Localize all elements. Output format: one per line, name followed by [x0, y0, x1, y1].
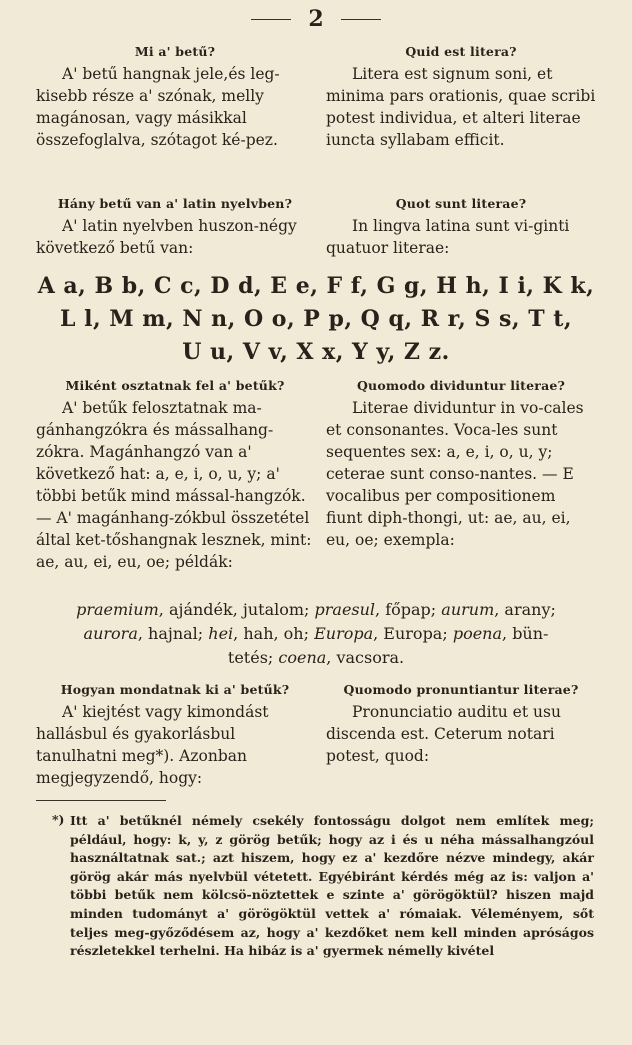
hungarian-column-3 [36, 378, 314, 573]
example-word: coena [278, 648, 327, 667]
question-hu-1: Mi a' betű? [134, 44, 216, 59]
examples-line-2: aurora, hajnal; hei, hah, oh; Europa, Europa; poena, bün- [83, 624, 549, 643]
footnote-mark: *) [52, 812, 65, 827]
latin-column-3 [326, 378, 596, 551]
answer-la-2: In lingva latina sunt vi-ginti quatuor literae: [326, 217, 570, 257]
example-word: aurora [83, 624, 138, 643]
answer-la-1: Litera est signum soni, et minima pars orationis, quae scribi potest individua, et alteri literae iuncta syllabam efficit. [326, 65, 596, 149]
footnote-text: Itt a' betűknél némely csekély fontosságu dolgot nem említek meg; például, hogy: k, y, z görög betűk; hogy az i és u néha mássalhangzóul használtatnak sat.; azt hiszem, hogy ez a' kezdőre nézve mindegy, akár görög akár más nyelvbül vétetett. Egyébiránt kérdés még az is: valjon a' többi betűk nem kölcsö-nöztettek e szinte a' görögöktül? hiszen majd minden tudományt a' görögöktül vettek a' rómaiak. Véleményem, sőt teljes meg-győződésem az, hogy a' kezdőket nem kell minden apróságos részletekkel terhelni. Ha hibáz is a' gyermek némelly kivétel [70, 813, 594, 959]
question-la-4: Quomodo pronuntiantur literae? [343, 682, 579, 697]
hungarian-column-1 [36, 44, 314, 151]
page-header [0, 6, 632, 32]
footnote-rule [36, 800, 166, 801]
alphabet-line-2: L l, M m, N n, O o, P p, Q q, R r, S s, T t, [59, 306, 573, 332]
question-hu-2: Hány betű van a' latin nyelvben? [57, 196, 293, 211]
latin-column-1 [326, 44, 596, 151]
hungarian-column-2 [36, 196, 314, 259]
examples-line-1: praemium, ajándék, jutalom; praesul, főpap; aurum, arany; [76, 600, 556, 619]
question-la-3: Quomodo dividuntur literae? [356, 378, 566, 393]
question-la-1: Quid est litera? [405, 44, 517, 59]
header-rule-right [341, 19, 381, 20]
hungarian-column-4 [36, 682, 314, 789]
header-rule-left [251, 19, 291, 20]
latin-column-2 [326, 196, 596, 259]
page-number: 2 [308, 6, 324, 32]
question-hu-3: Miként osztatnak fel a' betűk? [65, 378, 285, 393]
latin-column-4 [326, 682, 596, 767]
example-word: praesul [314, 600, 376, 619]
diphthong-examples [36, 598, 596, 670]
examples-line-3: tetés; coena, vacsora. [227, 648, 405, 667]
example-word: aurum [441, 600, 495, 619]
example-word: hei [208, 624, 234, 643]
answer-hu-2: A' latin nyelvben huszon-négy következő betű van: [36, 217, 297, 257]
question-la-2: Quot sunt literae? [395, 196, 527, 211]
answer-hu-3: A' betűk felosztatnak ma-gánhangzókra és mássalhang-zókra. Magánhangzó van a' következő hat: a, e, i, o, u, y; a' többi betűk mind mással-hangzók. — A' magánhang-zókbul összetétel által ket-tőshangnak lesznek, mint: ae, au, ei, eu, oe; példák: [36, 399, 312, 571]
answer-la-4: Pronunciatio auditu et usu discenda est. Ceterum notari potest, quod: [326, 703, 561, 765]
answer-hu-1: A' betű hangnak jele,és leg-kisebb része a' szónak, melly magánosan, vagy másikkal összefoglalva, szótagot ké-pez. [36, 65, 280, 149]
answer-la-3: Literae dividuntur in vo-cales et consonantes. Voca-les sunt sequentes sex: a, e, i, o, u, y; ceterae sunt conso-nantes. — E vocalibus per compositionem fiunt diph-thongi, ut: ae, au, ei, eu, oe; exempla: [326, 399, 584, 549]
alphabet-block [36, 270, 596, 369]
alphabet-line-3: U u, V v, X x, Y y, Z z. [182, 339, 450, 365]
example-word: praemium [76, 600, 159, 619]
alphabet-line-1: A a, B b, C c, D d, E e, F f, G g, H h, I i, K k, [37, 273, 595, 299]
example-word: Europa [314, 624, 374, 643]
example-word: poena [452, 624, 503, 643]
question-hu-4: Hogyan mondatnak ki a' betűk? [60, 682, 290, 697]
answer-hu-4: A' kiejtést vagy kimondást hallásbul és gyakorlásbul tanulhatni meg*). Azonban megjegyzendő, hogy: [36, 703, 269, 787]
